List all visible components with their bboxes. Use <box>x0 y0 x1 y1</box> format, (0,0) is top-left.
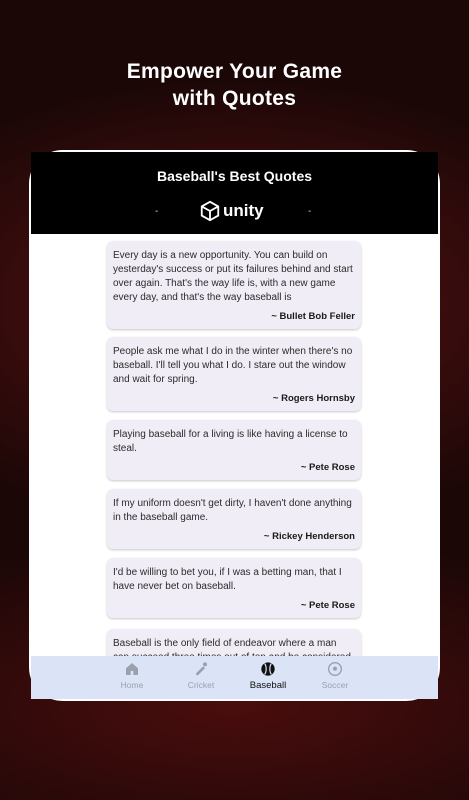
baseball-icon <box>260 661 276 677</box>
unity-cube-icon <box>199 200 221 222</box>
quote-text: Every day is a new opportunity. You can build on yesterday's success or put its failures behind and start over again. That's the way life is, with a new game every day, and that's the way baseball is <box>113 250 353 303</box>
bottom-navigation <box>31 656 438 699</box>
quote-card[interactable] <box>107 241 361 329</box>
nav-label: Cricket <box>187 680 215 690</box>
app-header <box>31 152 438 234</box>
banner-dash-right: - <box>308 206 312 217</box>
quote-author: ~ Rickey Henderson <box>263 531 355 542</box>
quote-card[interactable] <box>107 420 361 480</box>
nav-label: Soccer <box>321 680 349 690</box>
nav-label: Baseball <box>249 680 287 691</box>
app-title: Baseball's Best Quotes <box>156 168 313 184</box>
quote-text: People ask me what I do in the winter when there's no baseball. I'll tell you what I do. I stare out the window and wait for spring. <box>113 346 353 385</box>
quote-author: ~ Pete Rose <box>300 462 355 473</box>
nav-label: Home <box>120 680 144 690</box>
quote-card[interactable] <box>107 489 361 549</box>
quote-list[interactable] <box>31 234 438 660</box>
quote-card[interactable] <box>107 337 361 411</box>
nav-tab-baseball[interactable] <box>238 661 298 691</box>
quote-text: Baseball is the only field of endeavor where a man <box>113 638 337 649</box>
cricket-icon <box>193 661 209 677</box>
quote-text: Playing baseball for a living is like having a license to steal. <box>113 429 348 454</box>
ad-banner[interactable] <box>31 198 438 226</box>
nav-tab-home[interactable] <box>102 661 162 690</box>
headline-line-2: with Quotes <box>172 87 297 110</box>
soccer-icon <box>327 661 343 677</box>
home-icon <box>124 661 140 677</box>
banner-dash-left: - <box>155 206 159 217</box>
quote-author: ~ Rogers Hornsby <box>272 393 355 404</box>
nav-tab-cricket[interactable] <box>171 661 231 690</box>
quote-author: ~ Bullet Bob Feller <box>271 311 355 322</box>
quote-author: ~ Pete Rose <box>300 600 355 611</box>
headline-line-1: Empower Your Game <box>126 60 343 83</box>
quote-text: If my uniform doesn't get dirty, I haven't done anything in the baseball game. <box>113 498 352 523</box>
nav-tab-soccer[interactable] <box>305 661 365 690</box>
unity-wordmark: unity <box>223 201 264 220</box>
phone-frame <box>29 150 440 701</box>
quote-card[interactable] <box>107 558 361 618</box>
unity-logo <box>199 200 264 222</box>
quote-text: I'd be willing to bet you, if I was a betting man, that I have never bet on baseball. <box>113 567 342 592</box>
promo-headline <box>0 58 469 112</box>
